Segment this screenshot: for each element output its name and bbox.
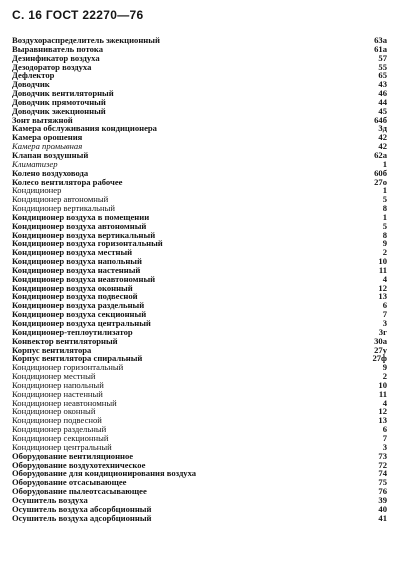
index-reference: 46: [378, 88, 387, 99]
index-reference: 7: [382, 309, 387, 320]
index-reference: 76: [378, 486, 387, 497]
index-reference: 61а: [374, 43, 387, 54]
index-term: Кондиционер неавтономный: [12, 397, 117, 408]
page-header: С. 16 ГОСТ 22270—76: [12, 8, 144, 22]
index-term: Камера обслуживания кондиционера: [12, 123, 157, 134]
index-reference: 55: [378, 61, 387, 72]
index-term: Кондиционер воздуха напольный: [12, 256, 142, 267]
index-reference: 42: [378, 141, 387, 152]
index-reference: 65: [378, 70, 387, 81]
index-term: Оборудование отсасывающее: [12, 477, 127, 488]
index-term: Кондиционер воздуха секционный: [12, 309, 147, 320]
index-term: Корпус вентилятора спиральный: [12, 353, 143, 364]
index-term: Доводчик вентиляторный: [12, 88, 114, 99]
index-term: Кондиционер воздуха настенный: [12, 264, 141, 275]
index-reference: 3д: [378, 123, 387, 134]
index-list: [12, 36, 387, 522]
index-term: Кондиционер воздуха оконный: [12, 282, 133, 293]
index-reference: 39: [378, 494, 387, 505]
index-reference: 1: [382, 211, 387, 222]
index-reference: 74: [378, 468, 387, 479]
index-reference: 1: [382, 185, 387, 196]
index-reference: 7: [382, 432, 387, 443]
index-reference: 64б: [374, 114, 387, 125]
index-entry: [12, 178, 387, 187]
index-term: Кондиционер воздуха автономный: [12, 220, 147, 231]
index-reference: 12: [378, 406, 387, 417]
index-reference: 5: [382, 220, 387, 231]
index-term: Осушитель воздуха абсорбционный: [12, 503, 152, 514]
index-reference: 10: [378, 379, 387, 390]
index-term: Кондиционер воздуха неавтономный: [12, 273, 156, 284]
index-term: Корпус вентилятора: [12, 344, 92, 355]
index-reference: 11: [378, 264, 387, 275]
index-reference: 3: [382, 318, 387, 328]
index-term: Кондиционер центральный: [12, 441, 112, 452]
index-reference: 57: [378, 52, 387, 63]
index-term: Оборудование воздухотехническое: [12, 459, 146, 470]
index-term: Кондиционер воздуха подвесной: [12, 291, 138, 302]
index-term: Осушитель воздуха адсорбционный: [12, 512, 152, 523]
index-term: Кондиционер воздуха в помещении: [12, 211, 150, 222]
index-term: Зонт вытяжной: [12, 114, 73, 125]
index-term: Оборудование вентиляционное: [12, 450, 134, 461]
index-reference: 9: [382, 238, 387, 249]
index-reference: 3г: [378, 326, 387, 337]
index-term: Осушитель воздуха: [12, 494, 88, 505]
index-term: Клапан воздушный: [12, 149, 89, 160]
index-term: Колесо вентилятора рабочее: [12, 176, 123, 187]
index-term: Камера орошения: [12, 132, 83, 143]
index-reference: 60б: [374, 167, 387, 178]
index-reference: 73: [378, 450, 387, 461]
index-term: Кондиционер раздельный: [12, 424, 107, 435]
index-term: Колено воздуховода: [12, 167, 89, 178]
index-reference: 12: [378, 282, 387, 293]
index-reference: 4: [382, 397, 387, 408]
index-term: Кондиционер воздуха раздельный: [12, 300, 145, 311]
index-reference: 72: [378, 459, 387, 470]
index-reference: 5: [382, 194, 387, 205]
index-term: Кондиционер воздуха горизонтальный: [12, 238, 163, 249]
index-term: Кондиционер: [12, 185, 62, 196]
index-term: Кондиционер напольный: [12, 379, 104, 390]
index-term: Кондиционер вертикальный: [12, 203, 115, 214]
index-term: Кондиционер воздуха вертикальный: [12, 229, 156, 240]
index-term: Кондиционер секционный: [12, 432, 109, 443]
index-term: Кондиционер подвесной: [12, 415, 102, 426]
index-reference: 63а: [374, 35, 387, 45]
index-reference: 62а: [374, 149, 387, 160]
index-reference: 42: [378, 132, 387, 143]
index-reference: 27у: [374, 344, 387, 355]
index-reference: 6: [382, 424, 387, 435]
index-term: Воздухораспределитель эжекционный: [12, 35, 160, 45]
index-reference: 3: [382, 441, 387, 452]
index-term: Конвектор вентиляторный: [12, 335, 118, 346]
index-entry: [12, 71, 387, 80]
index-entry: [12, 514, 387, 523]
index-term: Дезодоратор воздуха: [12, 61, 92, 72]
index-term: Кондиционер воздуха местный: [12, 247, 133, 258]
index-reference: 40: [378, 503, 387, 514]
index-reference: 30а: [374, 335, 387, 346]
index-term: Кондиционер воздуха центральный: [12, 318, 151, 328]
index-reference: 9: [382, 362, 387, 373]
index-term: Климатизер: [12, 158, 58, 169]
index-term: Дезинфикатор воздуха: [12, 52, 100, 63]
index-reference: 2: [382, 247, 387, 258]
index-reference: 8: [382, 229, 387, 240]
index-reference: 13: [378, 291, 387, 302]
index-term: Оборудование пылеотсасывающее: [12, 486, 147, 497]
index-term: Кондиционер оконный: [12, 406, 96, 417]
index-reference: 8: [382, 203, 387, 214]
index-reference: 27ф: [372, 353, 387, 364]
index-term: Доводчик прямоточный: [12, 96, 106, 107]
index-reference: 11: [378, 388, 387, 399]
index-term: Кондиционер-теплоутилизатор: [12, 326, 133, 337]
index-reference: 13: [378, 415, 387, 426]
index-term: Доводчик эжекционный: [12, 105, 106, 116]
index-entry: [12, 63, 387, 72]
index-reference: 6: [382, 300, 387, 311]
index-reference: 2: [382, 371, 387, 382]
index-reference: 43: [378, 79, 387, 90]
index-reference: 41: [378, 512, 387, 523]
index-entry: [12, 151, 387, 160]
index-term: Дефлектор: [12, 70, 55, 81]
index-reference: 10: [378, 256, 387, 267]
index-term: Кондиционер горизонтальный: [12, 362, 124, 373]
index-reference: 27о: [374, 176, 387, 187]
index-reference: 75: [378, 477, 387, 488]
index-term: Кондиционер местный: [12, 371, 96, 382]
index-term: Камера промывная: [12, 141, 83, 152]
index-term: Доводчик: [12, 79, 50, 90]
index-reference: 1: [382, 158, 387, 169]
index-reference: 44: [378, 96, 387, 107]
index-term: Кондиционер автономный: [12, 194, 109, 205]
index-reference: 45: [378, 105, 387, 116]
index-term: Выравниватель потока: [12, 43, 103, 54]
index-reference: 4: [382, 273, 387, 284]
index-term: Кондиционер настенный: [12, 388, 103, 399]
index-term: Оборудование для кондиционирования воздуха: [12, 468, 197, 479]
